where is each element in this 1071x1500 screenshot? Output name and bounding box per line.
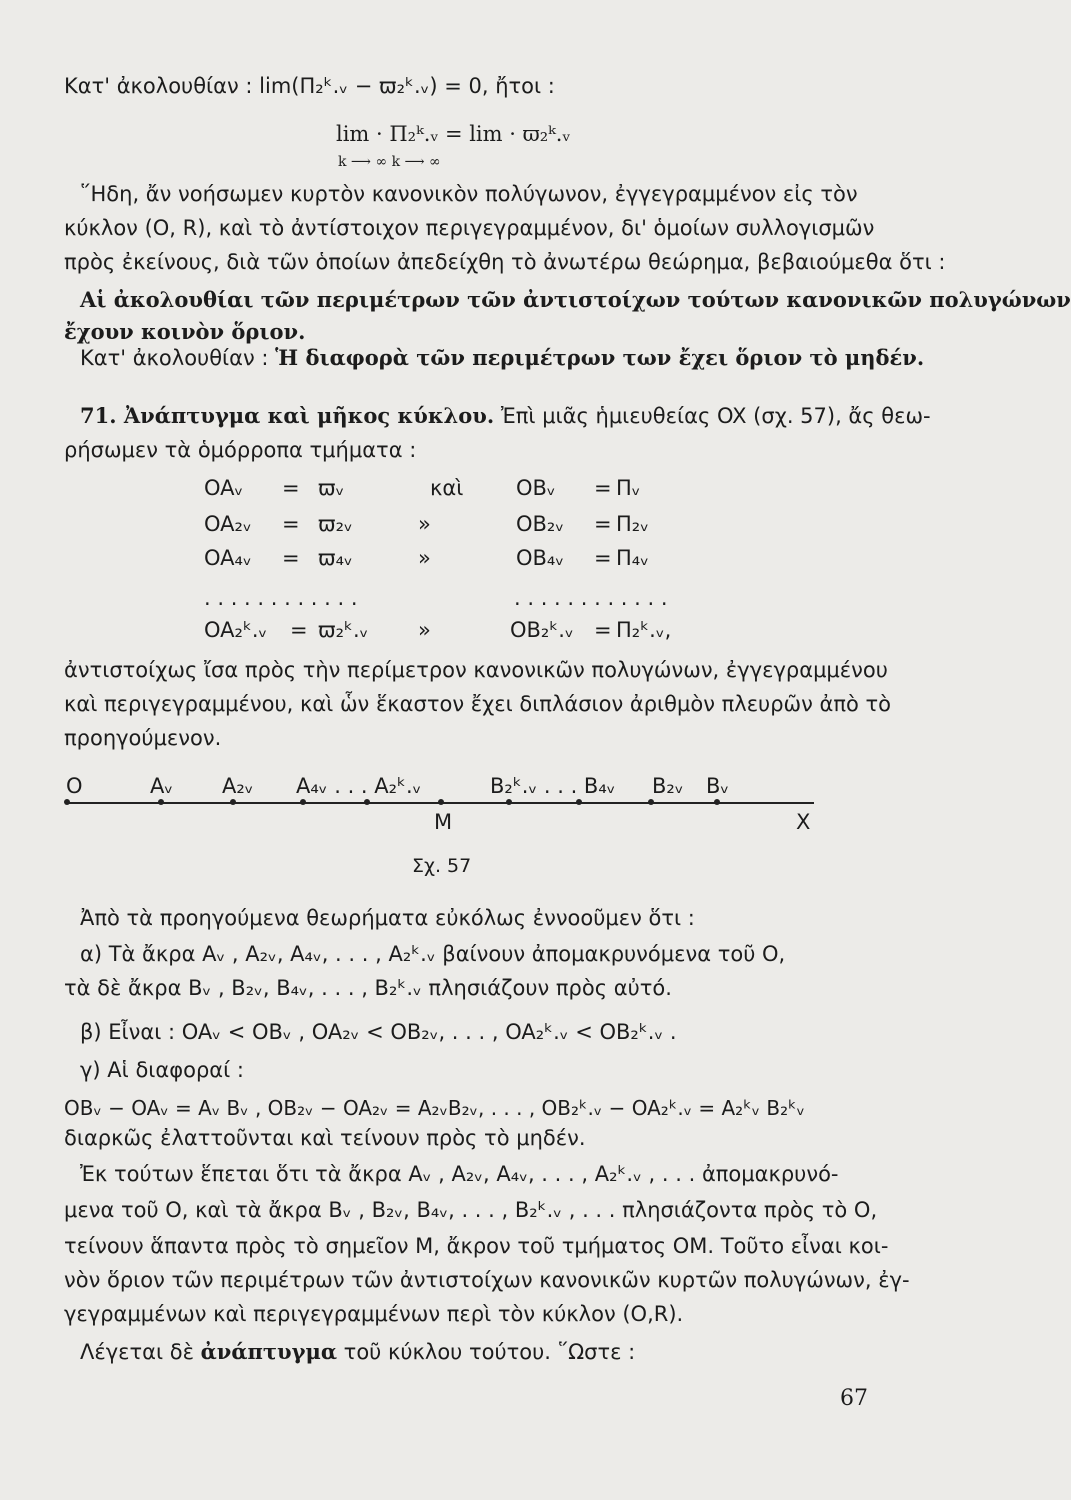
half-line-ox xyxy=(66,802,814,804)
term-bold: ἀνάπτυγμα xyxy=(200,1339,337,1364)
table-cell: = xyxy=(290,618,308,642)
point-label-x: X xyxy=(796,810,811,834)
table-cell: » xyxy=(418,618,431,642)
section-heading xyxy=(80,402,931,430)
theorem-statement: Αἱ ἀκολουθίαι τῶν περιμέτρων τῶν ἀντιστοίχων τούτων κανονικῶν πολυγώνων xyxy=(80,287,1071,312)
table-cell: Πᵥ xyxy=(616,476,641,500)
point-b xyxy=(714,799,720,805)
text-fragment: τοῦ κύκλου τούτου. ῞Ωστε : xyxy=(337,1340,636,1364)
point-b2k xyxy=(506,799,512,805)
table-dots: . . . . . . . . . . . . xyxy=(514,586,668,610)
text-fragment: Κατ' ἀκολουθίαν : xyxy=(80,346,276,370)
text-line: νὸν ὅριον τῶν περιμέτρων τῶν ἀντιστοίχων κανονικῶν κυρτῶν πολυγώνων, ἐγ- xyxy=(64,1268,910,1292)
point-b4 xyxy=(576,799,582,805)
table-cell: = xyxy=(594,618,612,642)
table-cell: = xyxy=(594,476,612,500)
limit-equation: lim · Π₂ᵏ.ᵥ = lim · ϖ₂ᵏ.ᵥ xyxy=(336,122,571,146)
text-line: κύκλον (O, R), καὶ τὸ ἀντίστοιχον περιγεγραμμένον, δι' ὁμοίων συλλογισμῶν xyxy=(64,216,875,240)
point-b2 xyxy=(648,799,654,805)
page-number: 67 xyxy=(840,1386,868,1411)
point-a2k xyxy=(364,799,370,805)
text-line: ρήσωμεν τὰ ὁμόρροπα τμήματα : xyxy=(64,438,417,462)
text-line: μενα τοῦ O, καὶ τὰ ἄκρα Bᵥ , B₂ᵥ, B₄ᵥ, . . . , B₂ᵏ.ᵥ , . . . πλησιάζοντα πρὸς τὸ O, xyxy=(64,1198,878,1222)
table-cell: » xyxy=(418,546,431,570)
text-line: α) Τὰ ἄκρα Aᵥ , A₂ᵥ, A₄ᵥ, . . . , A₂ᵏ.ᵥ βαίνουν ἀπομακρυνόμενα τοῦ O, xyxy=(80,942,786,966)
text-line xyxy=(80,1338,635,1366)
text-line: πρὸς ἐκείνους, διὰ τῶν ὁποίων ἀπεδείχθη τὸ ἀνωτέρω θεώρημα, βεβαιούμεθα ὅτι : xyxy=(64,250,946,274)
table-cell: OA₂ᵏ.ᵥ xyxy=(204,618,268,642)
table-cell: Π₂ᵥ xyxy=(616,512,649,536)
table-cell: Π₄ᵥ xyxy=(616,546,649,570)
table-cell: OA₂ᵥ xyxy=(204,512,252,536)
table-cell: OA₄ᵥ xyxy=(204,546,252,570)
text-line: γεγραμμένων καὶ περιγεγραμμένων περὶ τὸν κύκλον (O,R). xyxy=(64,1302,684,1326)
limit-subscripts: k ⟶ ∞ k ⟶ ∞ xyxy=(338,154,441,170)
table-cell: ϖ₂ᵥ xyxy=(318,512,353,536)
table-dots: . . . . . . . . . . . . xyxy=(204,586,358,610)
figure-caption: Σχ. 57 xyxy=(412,855,472,877)
text-fragment: Ἐπὶ μιᾶς ἡμιευθείας OX (σχ. 57), ἄς θεω- xyxy=(494,404,931,428)
text-line: ἀντιστοίχως ἴσα πρὸς τὴν περίμετρον κανονικῶν πολυγώνων, ἐγγεγραμμένου xyxy=(64,658,888,682)
section-title: 71. Ἀνάπτυγμα καὶ μῆκος κύκλου. xyxy=(80,403,495,428)
text-line: τείνουν ἅπαντα πρὸς τὸ σημεῖον M, ἄκρον τοῦ τμήματος OM. Τοῦτο εἶναι κοι- xyxy=(64,1234,889,1258)
table-cell: = xyxy=(594,546,612,570)
point-label: Aᵥ xyxy=(150,774,174,798)
point-m xyxy=(438,799,444,805)
theorem-conclusion: Ἡ διαφορὰ τῶν περιμέτρων των ἔχει ὅριον τὸ μηδέν. xyxy=(275,345,925,370)
table-cell: OAᵥ xyxy=(204,476,244,500)
table-cell: = xyxy=(594,512,612,536)
point-label: Bᵥ xyxy=(706,774,730,798)
text-line: Ἀπὸ τὰ προηγούμενα θεωρήματα εὐκόλως ἐννοοῦμεν ὅτι : xyxy=(80,906,695,930)
text-line: Κατ' ἀκολουθίαν : lim(Π₂ᵏ.ᵥ − ϖ₂ᵏ.ᵥ) = 0, ἤτοι : xyxy=(64,74,555,98)
table-cell: OB₄ᵥ xyxy=(516,546,565,570)
point-label: A₂ᵥ xyxy=(222,774,254,798)
point-label: O xyxy=(66,774,83,798)
table-cell: = xyxy=(282,512,300,536)
text-line: τὰ δὲ ἄκρα Bᵥ , B₂ᵥ, B₄ᵥ, . . . , B₂ᵏ.ᵥ πλησιάζουν πρὸς αὐτό. xyxy=(64,976,672,1000)
table-cell: OB₂ᵥ xyxy=(516,512,565,536)
text-fragment: Λέγεται δὲ xyxy=(80,1340,201,1364)
text-line xyxy=(80,344,924,372)
table-cell: OBᵥ xyxy=(516,476,556,500)
table-cell: ϖ₂ᵏ.ᵥ xyxy=(318,618,369,642)
point-label: B₂ᵏ.ᵥ . . . B₄ᵥ xyxy=(490,774,616,798)
theorem-statement: ἔχουν κοινὸν ὅριον. xyxy=(64,319,306,344)
text-line: διαρκῶς ἐλαττοῦνται καὶ τείνουν πρὸς τὸ μηδέν. xyxy=(64,1126,586,1150)
text-line: Ἐκ τούτων ἕπεται ὅτι τὰ ἄκρα Aᵥ , A₂ᵥ, A₄ᵥ, . . . , A₂ᵏ.ᵥ , . . . ἀπομακρυνό- xyxy=(80,1162,839,1186)
text-line: καὶ περιγεγραμμένου, καὶ ὧν ἕκαστον ἔχει διπλάσιον ἀριθμὸν πλευρῶν ἀπὸ τὸ xyxy=(64,692,892,716)
point-o xyxy=(64,799,70,805)
point-label: A₄ᵥ . . . A₂ᵏ.ᵥ xyxy=(296,774,422,798)
differences-equation: OBᵥ − OAᵥ = Aᵥ Bᵥ , OB₂ᵥ − OA₂ᵥ = A₂ᵥB₂ᵥ, . . . , OB₂ᵏ.ᵥ − OA₂ᵏ.ᵥ = A₂ᵏᵥ B₂ᵏᵥ xyxy=(64,1096,806,1120)
text-line: β) Εἶναι : OAᵥ < OBᵥ , OA₂ᵥ < OB₂ᵥ, . . . , OA₂ᵏ.ᵥ < OB₂ᵏ.ᵥ . xyxy=(80,1020,677,1044)
table-cell: καὶ xyxy=(430,476,464,500)
table-cell: OB₂ᵏ.ᵥ xyxy=(510,618,574,642)
table-cell: » xyxy=(418,512,431,536)
table-cell: = xyxy=(282,546,300,570)
point-a4 xyxy=(300,799,306,805)
text-line: ῞Ηδη, ἄν νοήσωμεν κυρτὸν κανονικὸν πολύγωνον, ἐγγεγραμμένον εἰς τὸν xyxy=(80,182,858,206)
text-line: προηγούμενον. xyxy=(64,726,222,750)
table-cell: ϖ₄ᵥ xyxy=(318,546,353,570)
point-a xyxy=(158,799,164,805)
table-cell: Π₂ᵏ.ᵥ, xyxy=(616,618,672,642)
text-line: γ) Αἱ διαφοραί : xyxy=(80,1058,244,1082)
point-label: B₂ᵥ xyxy=(652,774,684,798)
point-a2 xyxy=(230,799,236,805)
point-label-m: M xyxy=(434,810,453,834)
table-cell: ϖᵥ xyxy=(318,476,345,500)
table-cell: = xyxy=(282,476,300,500)
